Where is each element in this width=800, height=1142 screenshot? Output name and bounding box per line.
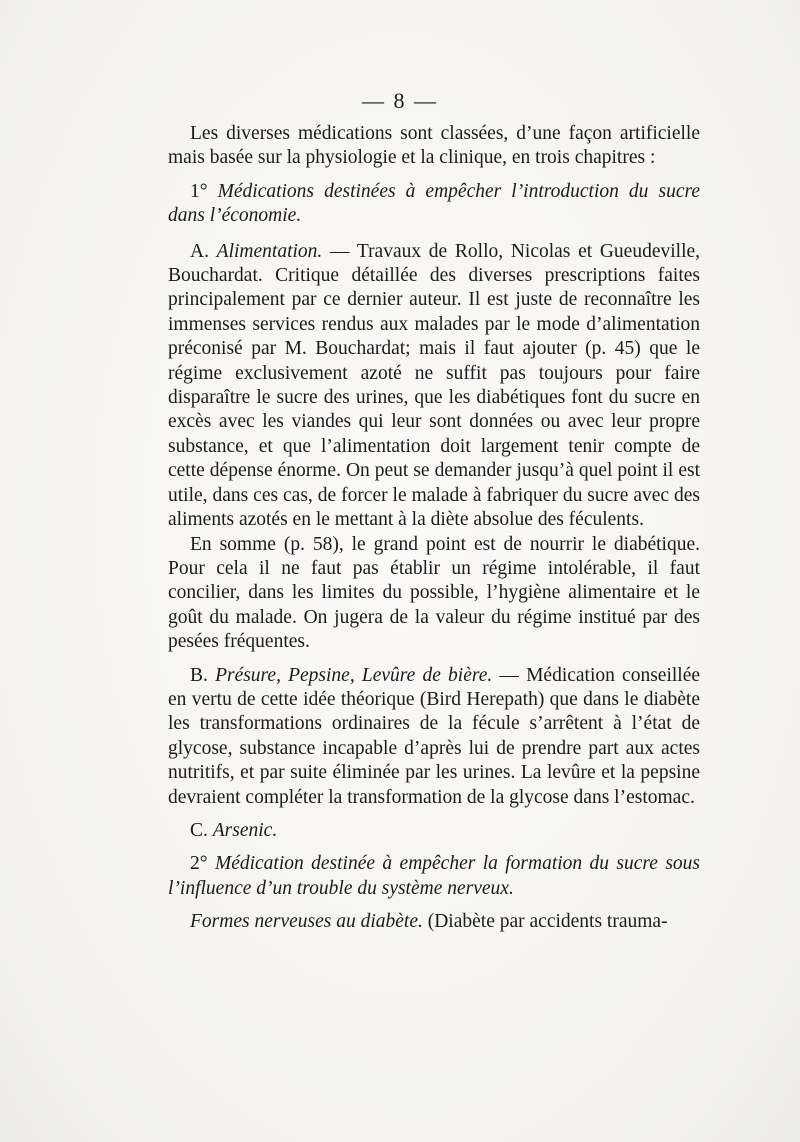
section-1-number: 1° (190, 180, 208, 202)
formes-text: (Diabète par accidents trauma- (427, 911, 668, 933)
formes-title: Formes nerveuses au diabète. (190, 911, 423, 933)
item-a-title: Alimentation. (216, 240, 323, 262)
section-1-heading (168, 180, 700, 229)
paragraph-b (168, 664, 700, 810)
item-c-letter: C. (190, 819, 208, 841)
paragraph-c (168, 819, 700, 843)
item-a-text: — Travaux de Rollo, Nicolas et Gueudeville, Bouchardat. Critique détaillée des diverses prescriptions faites principalement par ce dernier auteur. Il est juste de reconnaître les immenses services rendus aux malades par le mode d’alimentation préconisé par M. Bouchardat; mais il faut ajouter (p. 45) que le régime exclusivement azoté ne suffit pas toujours pour faire disparaître le sucre des urines, que les diabétiques font du sucre en excès avec les viandes qui leur sont données ou avec leur propre substance, et que l’alimentation doit largement tenir compte de cette dépense énorme. On peut se demander jusqu’à quel point il est utile, dans ces cas, de forcer le malade à fabriquer du sucre avec des aliments azotés en le mettant à la diète absolue des féculents. (168, 240, 701, 531)
intro-paragraph: Les diverses médications sont classées, d’une façon artificielle mais basée sur la physiologie et la clinique, en trois chapitres : (168, 123, 700, 169)
item-b-letter: B. (190, 664, 208, 686)
paragraph-a (168, 240, 700, 533)
page-number: — 8 — (362, 88, 438, 113)
item-b-text: — Médication conseillée en vertu de cette idée théorique (Bird Herepath) que dans le diabète les transformations ordinaires de la fécule s’arrêtent à l’état de glycose, substance incapable d’après lui de prendre part aux actes nutritifs, et par suite éliminée par les urines. La levûre et la pepsine devraient compléter la transformation de la glycose dans l’estomac. (168, 664, 701, 808)
item-a-letter: A. (190, 240, 209, 262)
item-b-title: Présure, Pepsine, Levûre de bière. (215, 664, 493, 686)
body-text (168, 122, 700, 935)
paragraph-formes (168, 910, 700, 934)
section-1-title: Médications destinées à empêcher l’introduction du sucre dans l’économie. (168, 180, 701, 227)
paragraph-a-continued: En somme (p. 58), le grand point est de nourrir le diabétique. Pour cela il ne faut pas établir un régime intolérable, il faut concilier, dans les limites du possible, l’hygiène alimentaire et le goût du malade. On jugera de la valeur du régime institué par des pesées fréquentes. (168, 533, 700, 653)
section-2-heading (168, 852, 700, 901)
section-2-title: Médication destinée à empêcher la formation du sucre sous l’influence d’un trouble du système nerveux. (168, 853, 701, 899)
section-2-number: 2° (190, 853, 208, 875)
item-c-title: Arsenic. (212, 819, 278, 841)
